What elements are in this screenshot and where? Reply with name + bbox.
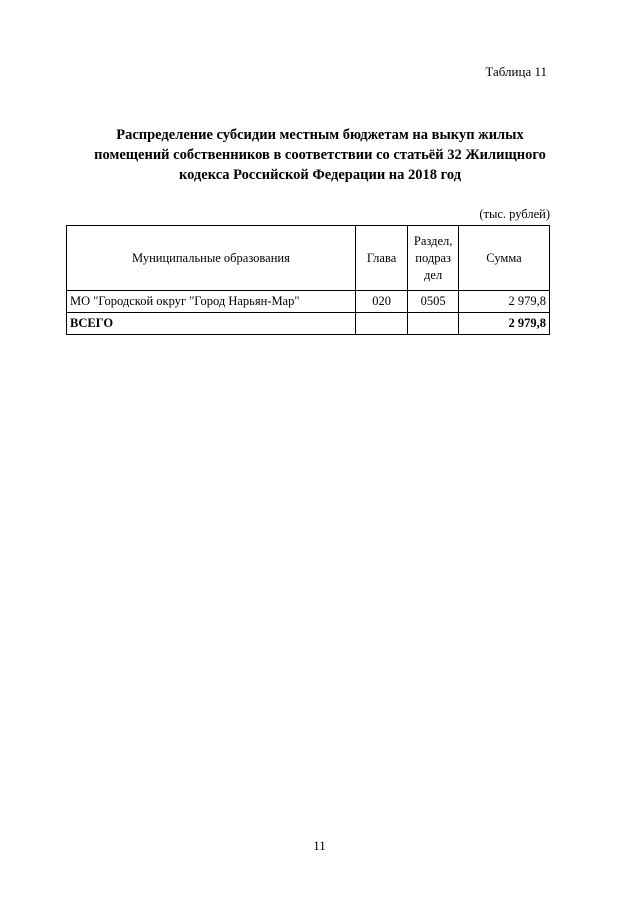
row-glava: 020 [355, 291, 407, 313]
header-razdel-line-3: дел [424, 267, 443, 282]
row-sum: 2 979,8 [459, 291, 550, 313]
row-razdel: 0505 [408, 291, 459, 313]
total-row [67, 313, 550, 335]
header-razdel-line-2: подраз [415, 250, 451, 265]
header-glava: Глава [355, 226, 407, 291]
table-number: Таблица 11 [485, 64, 547, 79]
total-glava [355, 313, 407, 335]
header-razdel-line-1: Раздел, [413, 233, 453, 248]
title-line-2: помещений собственников в соответствии со статьёй 32 Жилищного [94, 147, 546, 163]
header-sum: Сумма [459, 226, 550, 291]
table-header-row [67, 226, 550, 291]
title-line-3: кодекса Российской Федерации на 2018 год [178, 167, 462, 183]
subsidy-table [66, 225, 550, 335]
table-row [67, 291, 550, 313]
header-municipalities: Муниципальные образования [67, 226, 356, 291]
units-label: (тыс. рублей) [479, 207, 550, 221]
header-razdel [408, 226, 459, 291]
total-sum: 2 979,8 [459, 313, 550, 335]
document-title [60, 125, 580, 185]
total-label: ВСЕГО [67, 313, 356, 335]
page-number: 11 [313, 838, 326, 853]
total-razdel [408, 313, 459, 335]
title-line-1: Распределение субсидии местным бюджетам на выкуп жилых [116, 127, 524, 143]
row-municipality-name: МО "Городской округ "Город Нарьян-Мар" [67, 291, 356, 313]
